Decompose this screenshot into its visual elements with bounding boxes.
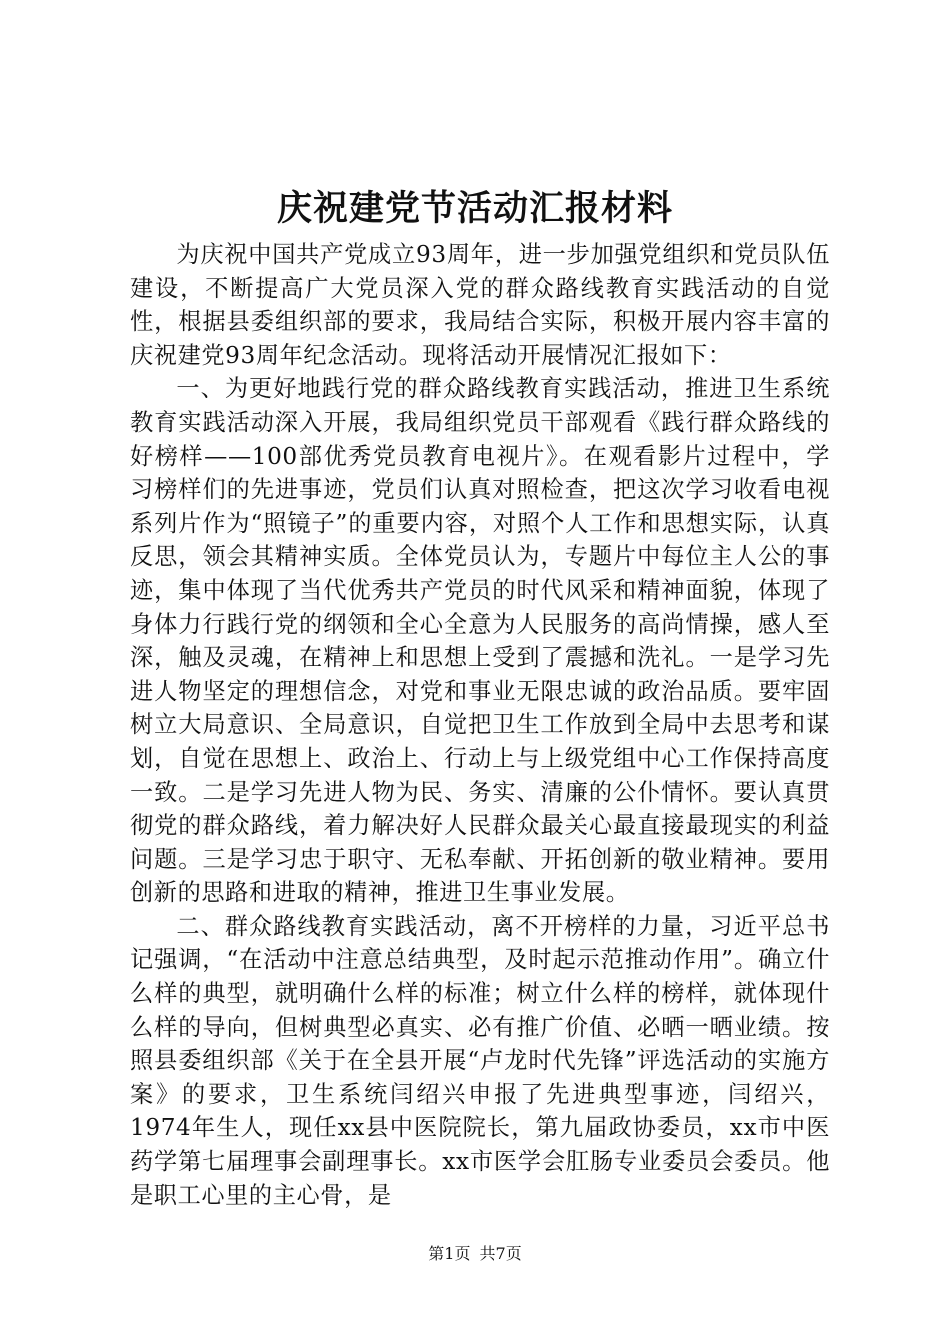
paragraph-section-two: 二、群众路线教育实践活动，离不开榜样的力量，习近平总书记强调，“在活动中注意总结典型，及时起示范推动作用”。确立什么样的典型，就明确什么样的标准；树立什么样的榜样，就体现什么样的导向，但树典型必真实、必有推广价值、必晒一晒业绩。按照县委组织部《关于在全县开展“卢龙时代先锋”评选活动的实施方案》的要求，卫生系统闫绍兴申报了先进典型事迹，闫绍兴，1974年生人，现任xx县中医院院长，第九届政协委员，xx市中医药学第七届理事会副理事长。xx市医学会肛肠专业委员会委员。他是职工心里的主心骨，是	[130, 912, 830, 1209]
page-footer	[0, 1243, 950, 1265]
page-number: 第1页	[428, 1244, 471, 1263]
document-title: 庆祝建党节活动汇报材料	[276, 188, 673, 229]
document-body	[130, 238, 830, 1212]
page-total: 共7页	[479, 1244, 522, 1263]
paragraph-intro: 为庆祝中国共产党成立93周年，进一步加强党组织和党员队伍建设，不断提高广大党员深入党的群众路线教育实践活动的自觉性，根据县委组织部的要求，我局结合实际，积极开展内容丰富的庆祝建党93周年纪念活动。现将活动开展情况汇报如下：	[130, 241, 830, 369]
paragraph-section-one: 一、为更好地践行党的群众路线教育实践活动，推进卫生系统教育实践活动深入开展，我局组织党员干部观看《践行群众路线的好榜样——100部优秀党员教育电视片》。在观看影片过程中，学习榜样们的先进事迹，党员们认真对照检查，把这次学习收看电视系列片作为“照镜子”的重要内容，对照个人工作和思想实际，认真反思，领会其精神实质。全体党员认为，专题片中每位主人公的事迹，集中体现了当代优秀共产党员的时代风采和精神面貌，体现了身体力行践行党的纲领和全心全意为人民服务的高尚情操，感人至深，触及灵魂，在精神上和思想上受到了震撼和洗礼。一是学习先进人物坚定的理想信念，对党和事业无限忠诚的政治品质。要牢固树立大局意识、全局意识，自觉把卫生工作放到全局中去思考和谋划，自觉在思想上、政治上、行动上与上级党组中心工作保持高度一致。二是学习先进人物为民、务实、清廉的公仆情怀。要认真贯彻党的群众路线，着力解决好人民群众最关心最直接最现实的利益问题。三是学习忠于职守、无私奉献、开拓创新的敬业精神。要用创新的思路和进取的精神，推进卫生事业发展。	[130, 375, 830, 907]
